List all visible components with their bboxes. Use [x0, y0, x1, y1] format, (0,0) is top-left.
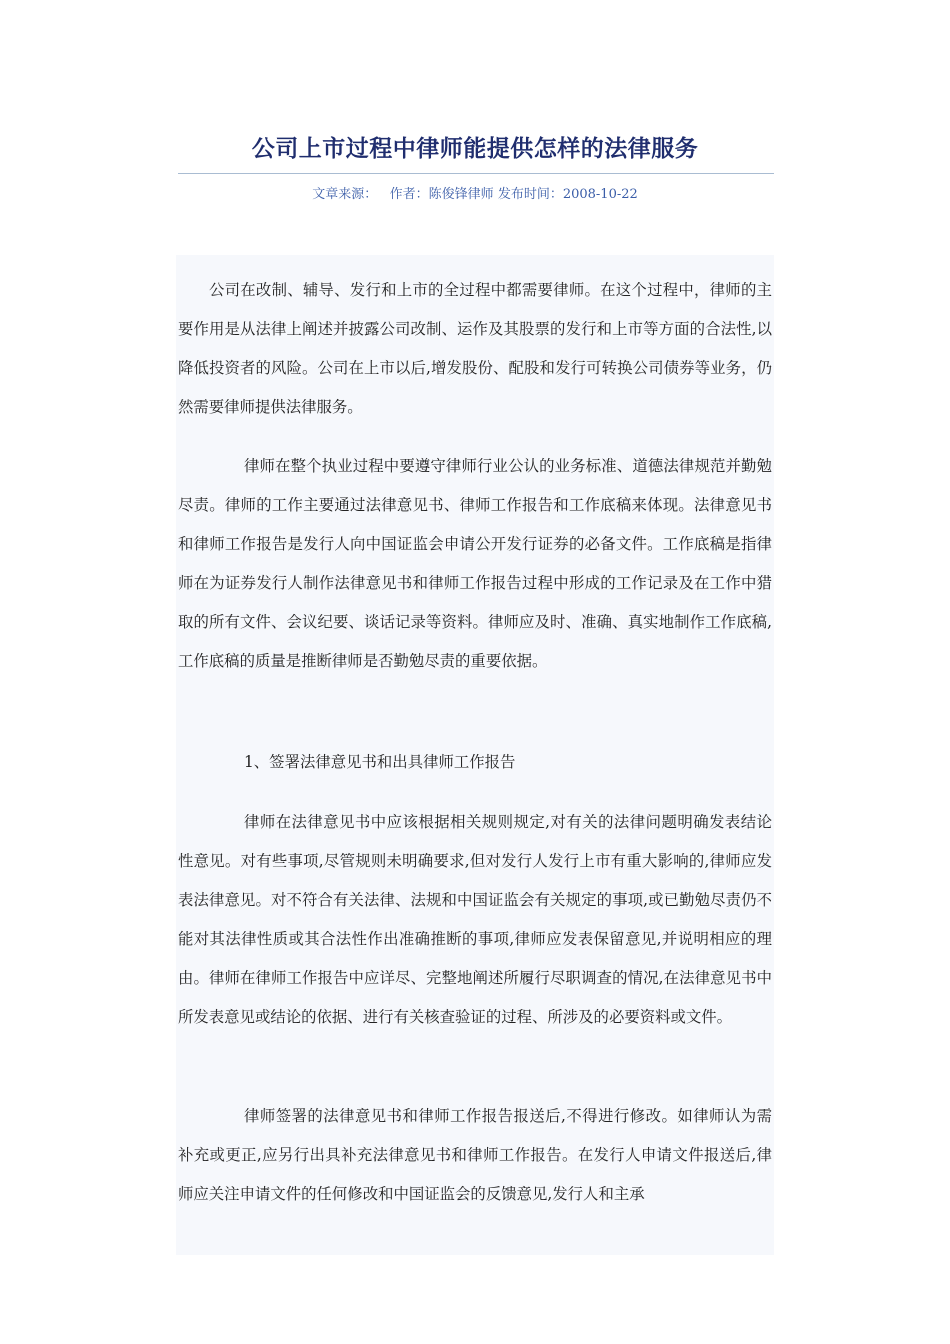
- date-label: 发布时间：: [497, 187, 563, 202]
- article-meta: [0, 185, 950, 205]
- author-name: 陈俊锋律师: [428, 187, 494, 202]
- paragraph: 律师签署的法律意见书和律师工作报告报送后,不得进行修改。如律师认为需补充或更正,应另行出具补充法律意见书和律师工作报告。在发行人申请文件报送后,律师应关注申请文件的任何修改和中国证监会的反馈意见,发行人和主承: [178, 1107, 772, 1204]
- paragraph: 律师在整个执业过程中要遵守律师行业公认的业务标准、道德法律规范并勤勉尽责。律师的工作主要通过法律意见书、律师工作报告和工作底稿来体现。法律意见书和律师工作报告是发行人向中国证监会申请公开发行证券的必备文件。工作底稿是指律师在为证券发行人制作法律意见书和律师工作报告过程中形成的工作记录及在工作中猎取的所有文件、会议纪要、谈话记录等资料。律师应及时、准确、真实地制作工作底稿,工作底稿的质量是推断律师是否勤勉尽责的重要依据。: [178, 457, 772, 671]
- paragraph: 公司在改制、辅导、发行和上市的全过程中都需要律师。在这个过程中，律师的主要作用是从法律上阐述并披露公司改制、运作及其股票的发行和上市等方面的合法性,以降低投资者的风险。公司在上市以后,增发股份、配股和发行可转换公司债券等业务，仍然需要律师提供法律服务。: [178, 281, 772, 417]
- author-label: 作者：: [389, 187, 429, 202]
- section-heading: 1、签署法律意见书和出具律师工作报告: [244, 753, 516, 772]
- publish-date: 2008-10-22: [562, 187, 638, 202]
- title-divider: [178, 173, 774, 174]
- paragraph: 律师在法律意见书中应该根据相关规则规定,对有关的法律问题明确发表结论性意见。对有些事项,尽管规则未明确要求,但对发行人发行上市有重大影响的,律师应发表法律意见。对不符合有关法律、法规和中国证监会有关规定的事项,或已勤勉尽责仍不能对其法律性质或其合法性作出准确推断的事项,律师应发表保留意见,并说明相应的理由。律师在律师工作报告中应详尽、完整地阐述所履行尽职调查的情况,在法律意见书中所发表意见或结论的依据、进行有关核查验证的过程、所涉及的必要资料或文件。: [178, 813, 772, 1027]
- article-title: 公司上市过程中律师能提供怎样的法律服务: [251, 136, 699, 162]
- source-label: 文章来源：: [312, 187, 378, 202]
